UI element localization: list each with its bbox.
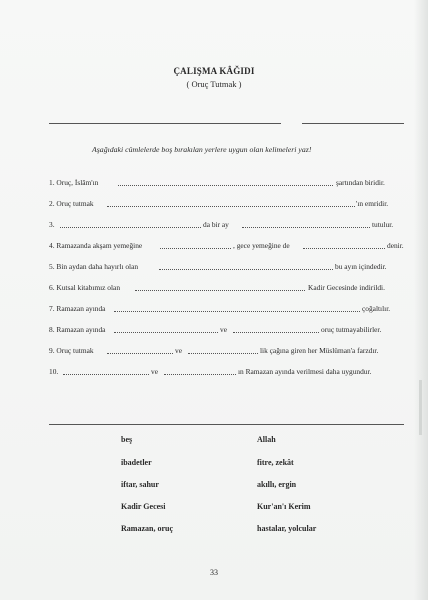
question-5: [49, 262, 404, 274]
question-text: Kadir Gecesinde indirildi.: [308, 283, 385, 292]
question-text: da bir ay: [203, 220, 229, 229]
question-10: [49, 367, 404, 379]
blank-line[interactable]: [60, 227, 201, 228]
class-line: [302, 123, 404, 124]
question-text: 'ın emridir.: [356, 199, 389, 208]
question-3: [49, 220, 404, 232]
question-text: bu ayın içindedir.: [335, 262, 387, 271]
question-text: 9. Oruç tutmak: [49, 346, 94, 355]
worksheet-subtitle: ( Oruç Tutmak ): [186, 79, 242, 89]
word-bank-item: akıllı, ergin: [257, 480, 297, 489]
word-bank-item: hastalar, yolcular: [257, 524, 317, 533]
word-bank-divider: [49, 424, 404, 425]
question-text: ın Ramazan ayında verilmesi daha uygundur.: [238, 367, 372, 376]
blank-line[interactable]: [107, 206, 355, 207]
word-bank-item: Ramazan, oruç: [121, 524, 173, 533]
instruction-text: Aşağıdaki cümlelerde boş bırakılan yerlere uygun olan kelimeleri yaz!: [92, 145, 312, 154]
question-text: ve: [175, 346, 182, 355]
question-text: ve: [220, 325, 227, 334]
question-text: 5. Bin aydan daha hayırlı olan: [49, 262, 139, 271]
question-text: 7. Ramazan ayında: [49, 304, 106, 313]
word-bank-item: Kadir Gecesi: [121, 502, 166, 511]
question-text: 10.: [49, 367, 59, 376]
word-bank-item: Kur'an'ı Kerim: [257, 502, 311, 511]
page-edge-mark: [419, 380, 422, 435]
blank-line[interactable]: [242, 227, 370, 228]
question-text: ve: [151, 367, 158, 376]
question-text: 1. Oruç, İslâm'ın: [49, 178, 99, 187]
question-text: 6. Kutsal kitabımız olan: [49, 283, 121, 292]
question-7: [49, 304, 404, 316]
blank-line[interactable]: [118, 185, 333, 186]
blank-line[interactable]: [303, 248, 385, 249]
question-text: oruç tutmayabilirler.: [321, 325, 382, 334]
blank-line[interactable]: [114, 332, 218, 333]
blank-line[interactable]: [114, 311, 360, 312]
question-8: [49, 325, 404, 337]
name-line: [49, 123, 281, 124]
word-bank-item: fitre, zekât: [257, 458, 294, 467]
question-text: 8. Ramazan ayında: [49, 325, 106, 334]
question-text: tutulur.: [372, 220, 394, 229]
question-text: çoğaltılır.: [362, 304, 391, 313]
blank-line[interactable]: [160, 248, 231, 249]
question-text: 4. Ramazanda akşam yemeğine: [49, 241, 143, 250]
blank-line[interactable]: [107, 353, 173, 354]
word-bank-item: beş: [121, 435, 133, 444]
blank-line[interactable]: [188, 353, 258, 354]
page-number: 33: [210, 568, 218, 577]
question-1: [49, 178, 404, 190]
question-text: 2. Oruç tutmak: [49, 199, 94, 208]
blank-line[interactable]: [135, 290, 305, 291]
question-4: [49, 241, 404, 253]
question-9: [49, 346, 404, 358]
question-6: [49, 283, 404, 295]
question-text: denir.: [387, 241, 404, 250]
word-bank-item: iftar, sahur: [121, 480, 159, 489]
question-2: [49, 199, 404, 211]
blank-line[interactable]: [233, 332, 319, 333]
page-edge-shadow: [414, 0, 428, 600]
blank-line[interactable]: [164, 374, 236, 375]
blank-line[interactable]: [159, 269, 333, 270]
question-text: şartından biridir.: [336, 178, 385, 187]
blank-line[interactable]: [63, 374, 149, 375]
word-bank-item: Allah: [257, 435, 276, 444]
worksheet-title: ÇALIŞMA KÂĞIDI: [173, 66, 255, 76]
question-text: 3.: [49, 220, 55, 229]
question-text: , gece yemeğine de: [233, 241, 290, 250]
word-bank-item: ibadetler: [121, 458, 152, 467]
question-text: lik çağına giren her Müslüman'a farzdır.: [260, 346, 379, 355]
